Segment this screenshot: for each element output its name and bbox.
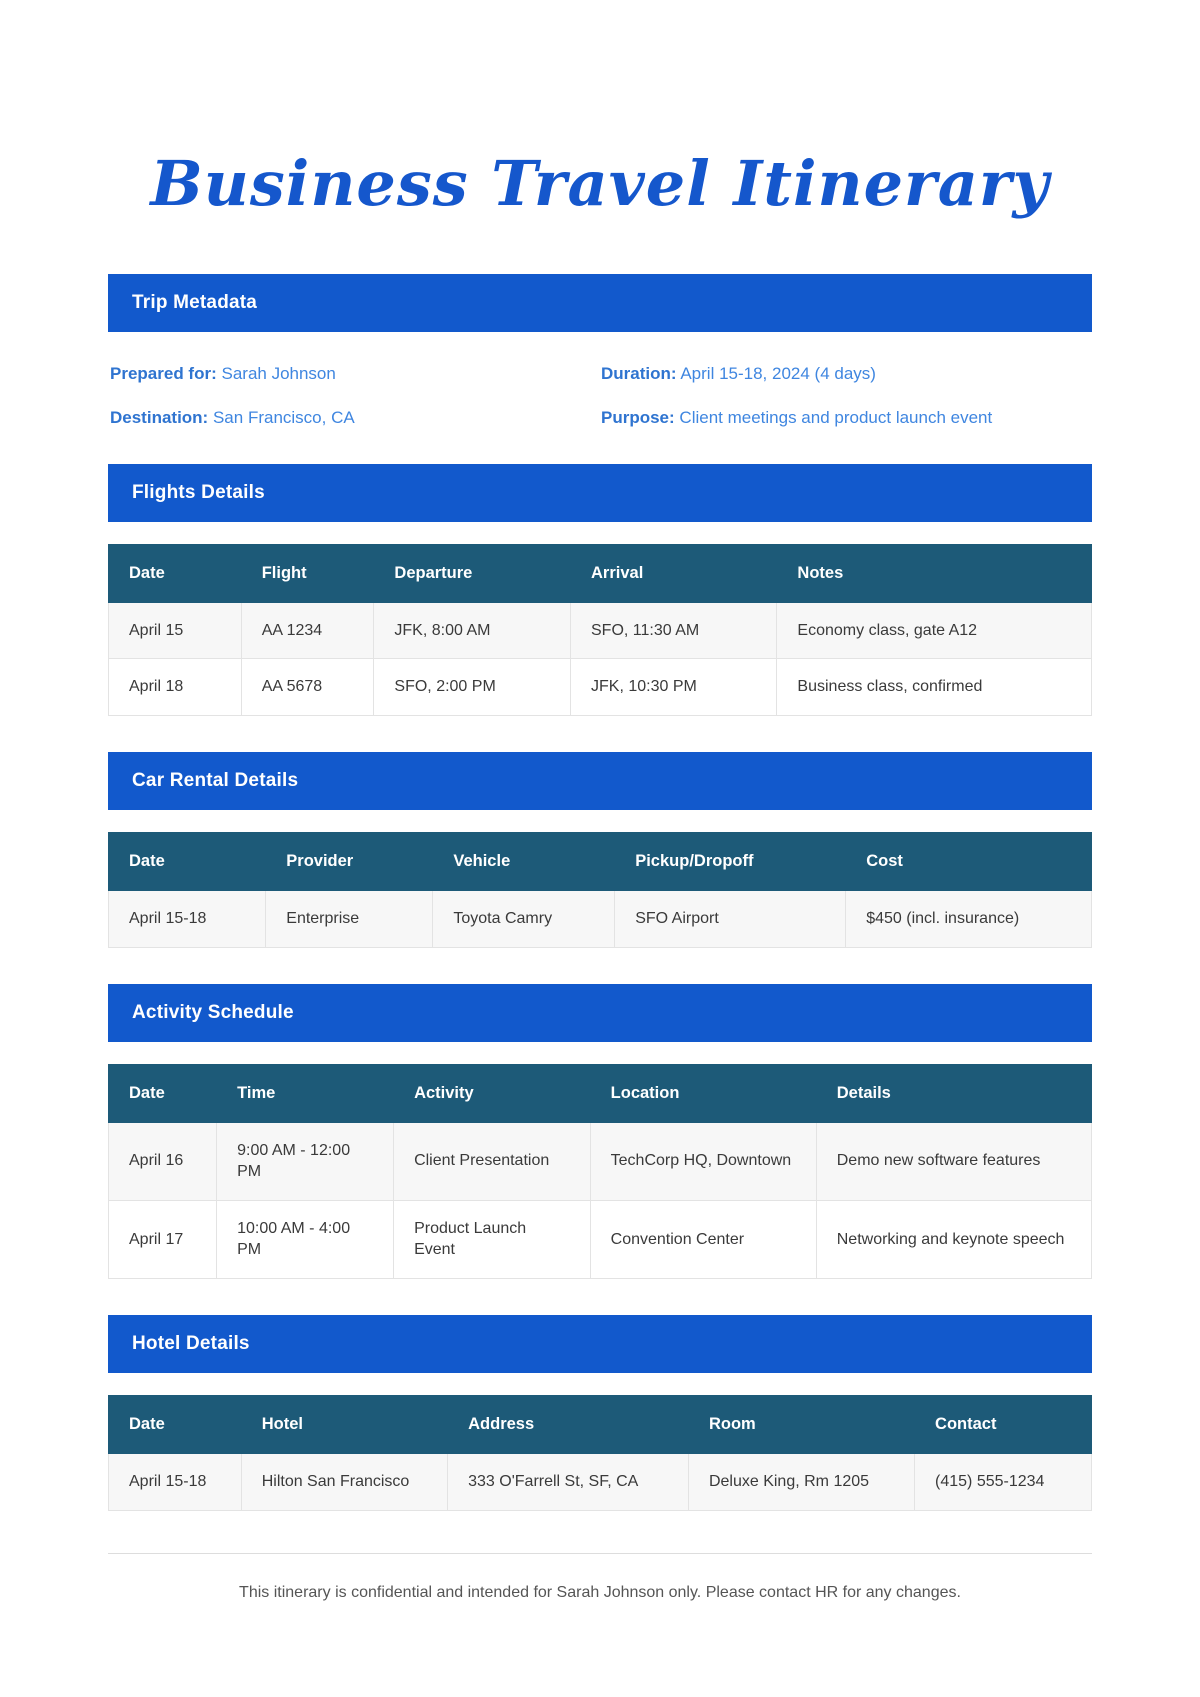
section-header-flights-details: Flights Details (108, 464, 1092, 522)
section-header-trip-metadata: Trip Metadata (108, 274, 1092, 332)
table-cell: Client Presentation (394, 1122, 591, 1200)
table-cell: Demo new software features (816, 1122, 1091, 1200)
table-cell: Business class, confirmed (777, 659, 1092, 716)
page-title: Business Travel Itinerary (150, 147, 1050, 220)
column-header: Cost (846, 832, 1092, 890)
column-header: Contact (915, 1395, 1092, 1453)
table-cell: $450 (incl. insurance) (846, 890, 1092, 947)
table-row (109, 890, 1092, 947)
flights-table (108, 544, 1092, 716)
table-cell: Economy class, gate A12 (777, 602, 1092, 659)
table-cell: AA 1234 (241, 602, 374, 659)
column-header: Room (688, 1395, 914, 1453)
trip-metadata-grid (110, 362, 1092, 430)
column-header: Time (217, 1064, 394, 1122)
table-header-row (109, 1064, 1092, 1122)
column-header: Notes (777, 544, 1092, 602)
footer-note: This itinerary is confidential and intended for Sarah Johnson only. Please contact HR for any changes. (108, 1553, 1092, 1602)
column-header: Flight (241, 544, 374, 602)
metadata-item-prepared-for (110, 362, 601, 386)
column-header: Location (590, 1064, 816, 1122)
column-header: Vehicle (433, 832, 615, 890)
hotel-table (108, 1395, 1092, 1511)
section-header-car-rental-details: Car Rental Details (108, 752, 1092, 810)
table-cell: SFO Airport (615, 890, 846, 947)
metadata-value: San Francisco, CA (212, 407, 355, 427)
section-header-hotel-details: Hotel Details (108, 1315, 1092, 1373)
column-header: Provider (266, 832, 433, 890)
table-cell: SFO, 11:30 AM (571, 602, 777, 659)
table-cell: 9:00 AM - 12:00 PM (217, 1122, 394, 1200)
metadata-item-destination (110, 406, 601, 430)
table-cell: TechCorp HQ, Downtown (590, 1122, 816, 1200)
table-row (109, 1453, 1092, 1510)
table-cell: April 15 (109, 602, 242, 659)
table-cell: Product Launch Event (394, 1200, 591, 1278)
table-row (109, 659, 1092, 716)
table-cell: April 18 (109, 659, 242, 716)
column-header: Departure (374, 544, 571, 602)
metadata-item-purpose (601, 406, 1092, 430)
table-row (109, 1122, 1092, 1200)
table-row (109, 1200, 1092, 1278)
activity-schedule-table (108, 1064, 1092, 1279)
metadata-value: Sarah Johnson (221, 364, 336, 384)
table-row (109, 602, 1092, 659)
table-cell: SFO, 2:00 PM (374, 659, 571, 716)
table-cell: Enterprise (266, 890, 433, 947)
table-header-row (109, 1395, 1092, 1453)
column-header: Arrival (571, 544, 777, 602)
metadata-label: Duration: (601, 364, 677, 384)
table-header-row (109, 832, 1092, 890)
metadata-label: Destination: (110, 407, 209, 427)
column-header: Date (109, 1395, 242, 1453)
table-cell: Deluxe King, Rm 1205 (688, 1453, 914, 1510)
metadata-label: Purpose: (601, 407, 675, 427)
table-cell: April 17 (109, 1200, 217, 1278)
table-cell: JFK, 10:30 PM (571, 659, 777, 716)
table-cell: Networking and keynote speech (816, 1200, 1091, 1278)
metadata-value: April 15-18, 2024 (4 days) (680, 364, 876, 384)
column-header: Date (109, 1064, 217, 1122)
table-cell: April 15-18 (109, 890, 266, 947)
column-header: Address (448, 1395, 689, 1453)
table-cell: Toyota Camry (433, 890, 615, 947)
metadata-item-duration (601, 362, 1092, 386)
column-header: Date (109, 832, 266, 890)
table-cell: (415) 555-1234 (915, 1453, 1092, 1510)
column-header: Pickup/Dropoff (615, 832, 846, 890)
table-header-row (109, 544, 1092, 602)
column-header: Hotel (241, 1395, 447, 1453)
column-header: Date (109, 544, 242, 602)
table-cell: Convention Center (590, 1200, 816, 1278)
car-rental-table (108, 832, 1092, 948)
metadata-value: Client meetings and product launch event (679, 407, 993, 427)
column-header: Activity (394, 1064, 591, 1122)
column-header: Details (816, 1064, 1091, 1122)
section-header-activity-schedule: Activity Schedule (108, 984, 1092, 1042)
table-cell: 333 O'Farrell St, SF, CA (448, 1453, 689, 1510)
table-cell: Hilton San Francisco (241, 1453, 447, 1510)
table-cell: JFK, 8:00 AM (374, 602, 571, 659)
table-cell: April 16 (109, 1122, 217, 1200)
table-cell: 10:00 AM - 4:00 PM (217, 1200, 394, 1278)
table-cell: AA 5678 (241, 659, 374, 716)
table-cell: April 15-18 (109, 1453, 242, 1510)
metadata-label: Prepared for: (110, 364, 217, 384)
